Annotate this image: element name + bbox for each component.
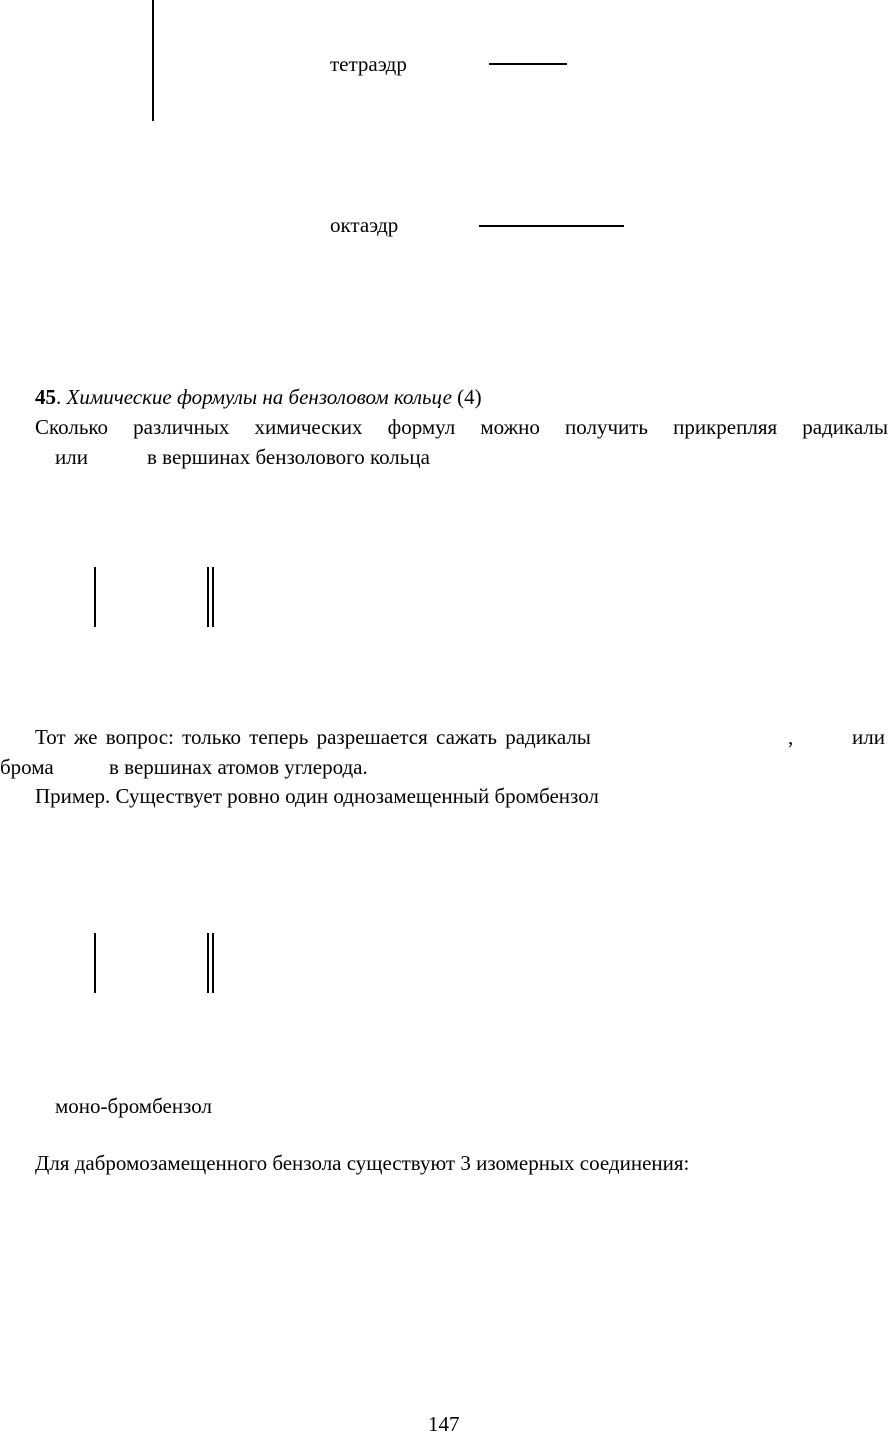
mono-bromobenzene-label: моно-бромбензол	[55, 1094, 212, 1118]
tetrahedron-label: тетраэдр	[330, 52, 407, 76]
problem-question-line-2: в вершинах бензолового кольца	[147, 445, 430, 469]
bromobenzene-ring-double-bond-a	[207, 933, 209, 993]
followup-or: или	[852, 725, 885, 749]
bromobenzene-ring-single-bond	[94, 933, 96, 993]
bromobenzene-ring-double-bond-b	[212, 933, 214, 993]
benzene-ring-double-bond-b	[212, 567, 214, 627]
figure-vertical-edge	[152, 0, 154, 121]
problem-title: Химические формулы на бензоловом кольце	[66, 385, 452, 409]
problem-heading	[35, 387, 482, 408]
page-number: 147	[428, 1412, 460, 1436]
problem-difficulty: (4)	[457, 385, 482, 409]
followup-broma: брома	[0, 755, 54, 779]
dibromo-line: Для дабромозамещенного бензола существуют 3 изомерных соединения:	[35, 1151, 690, 1175]
benzene-ring-double-bond-a	[207, 567, 209, 627]
followup-comma: ,	[788, 725, 794, 749]
followup-line-2: в вершинах атомов углерода.	[109, 755, 368, 779]
benzene-ring-single-bond	[94, 567, 96, 627]
problem-question-line-1: Сколько различных химических формул можно получить прикрепляя радикалы	[35, 415, 888, 439]
problem-separator: .	[56, 385, 67, 409]
example-line: Пример. Существует ровно один однозамещенный бромбензол	[35, 784, 599, 808]
followup-line-1: Тот же вопрос: только теперь разрешается сажать радикалы	[35, 725, 591, 749]
tetrahedron-answer-line	[489, 63, 567, 65]
problem-question-or: или	[55, 445, 88, 469]
octahedron-answer-line	[479, 225, 624, 227]
problem-number: 45	[35, 385, 56, 409]
octahedron-label: октаэдр	[330, 213, 399, 237]
